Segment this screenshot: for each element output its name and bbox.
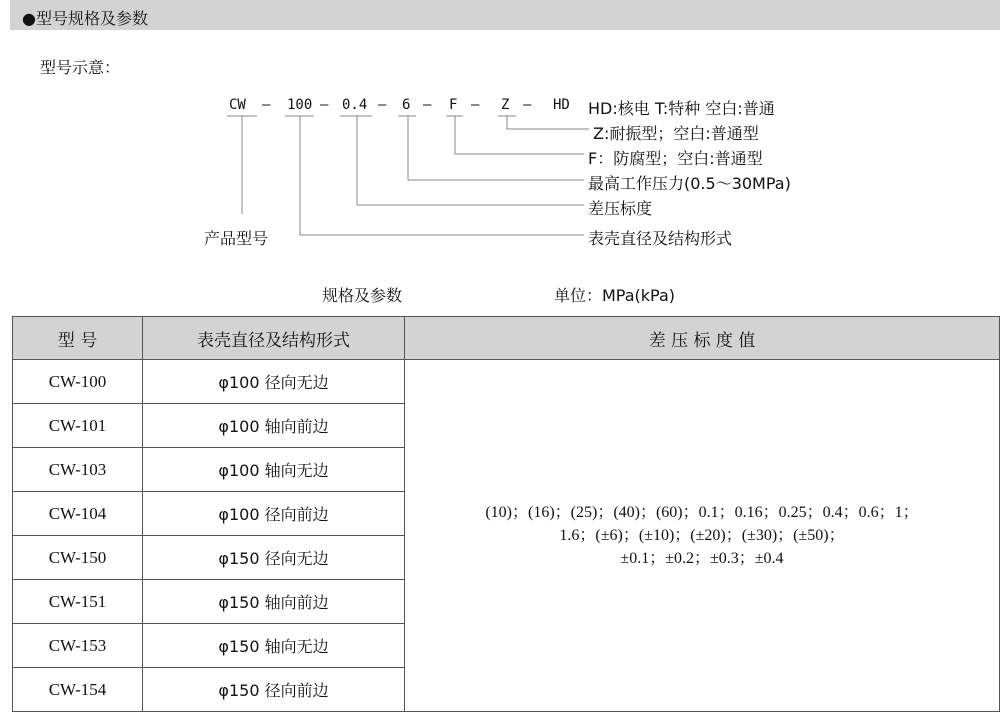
code-part-cw: CW <box>229 97 246 113</box>
header-model: 型 号 <box>13 317 143 360</box>
cell-model: CW-154 <box>13 668 143 712</box>
cell-model: CW-151 <box>13 580 143 624</box>
code-part-z: Z <box>501 97 510 113</box>
header-structure: 表壳直径及结构形式 <box>143 317 405 360</box>
cell-model: CW-100 <box>13 360 143 404</box>
cell-structure: φ150 径向前边 <box>143 668 405 712</box>
code-part-hd: HD <box>553 97 570 113</box>
cell-model: CW-153 <box>13 624 143 668</box>
cell-structure: φ100 径向前边 <box>143 492 405 536</box>
code-part-f: F <box>449 97 458 113</box>
product-model-label: 产品型号 <box>204 229 269 248</box>
table-caption-title: 规格及参数 <box>322 286 403 305</box>
code-dash: — <box>423 97 432 113</box>
code-dash: — <box>320 97 329 113</box>
code-dash: — <box>471 97 480 113</box>
cell-structure: φ150 径向无边 <box>143 536 405 580</box>
f-note: F：防腐型；空白:普通型 <box>588 149 763 168</box>
cell-structure: φ100 径向无边 <box>143 360 405 404</box>
cell-model: CW-101 <box>13 404 143 448</box>
cell-model: CW-103 <box>13 448 143 492</box>
cell-dp-values <box>405 360 1000 712</box>
cell-model: CW-150 <box>13 536 143 580</box>
code-part-6: 6 <box>402 97 411 113</box>
model-code-connector-lines <box>0 0 1005 260</box>
cell-structure: φ150 轴向前边 <box>143 580 405 624</box>
dp-values-line: 1.6；(±6)；(±10)；(±20)；(±30)；(±50)； <box>559 527 845 544</box>
cell-structure: φ100 轴向无边 <box>143 448 405 492</box>
table-row <box>13 360 1000 404</box>
case-structure-note: 表壳直径及结构形式 <box>588 229 733 248</box>
dp-scale-note: 差压标度 <box>588 199 653 218</box>
cell-model: CW-104 <box>13 492 143 536</box>
table-caption-unit: 单位：MPa(kPa) <box>554 286 676 305</box>
cell-structure: φ100 轴向前边 <box>143 404 405 448</box>
dp-values-line: ±0.1；±0.2；±0.3；±0.4 <box>620 550 784 567</box>
spec-table <box>12 316 1000 712</box>
hd-note: HD:核电 T:特种 空白:普通 <box>588 99 775 118</box>
model-intro-label: 型号示意： <box>40 58 121 77</box>
code-dash: — <box>262 97 271 113</box>
cell-structure: φ150 轴向无边 <box>143 624 405 668</box>
dp-values-line: (10)；(16)；(25)；(40)；(60)；0.1；0.16；0.25；0.4；0.6；1； <box>485 504 919 521</box>
code-part-04: 0.4 <box>342 97 368 113</box>
z-note: Z:耐振型；空白:普通型 <box>593 124 759 143</box>
code-dash: — <box>378 97 387 113</box>
pressure-note: 最高工作压力(0.5～30MPa) <box>588 174 791 193</box>
code-dash: — <box>523 97 532 113</box>
table-header-row <box>13 317 1000 360</box>
code-part-100: 100 <box>287 97 313 113</box>
header-dp-values: 差 压 标 度 值 <box>405 317 1000 360</box>
section-title: ●型号规格及参数 <box>22 9 148 28</box>
